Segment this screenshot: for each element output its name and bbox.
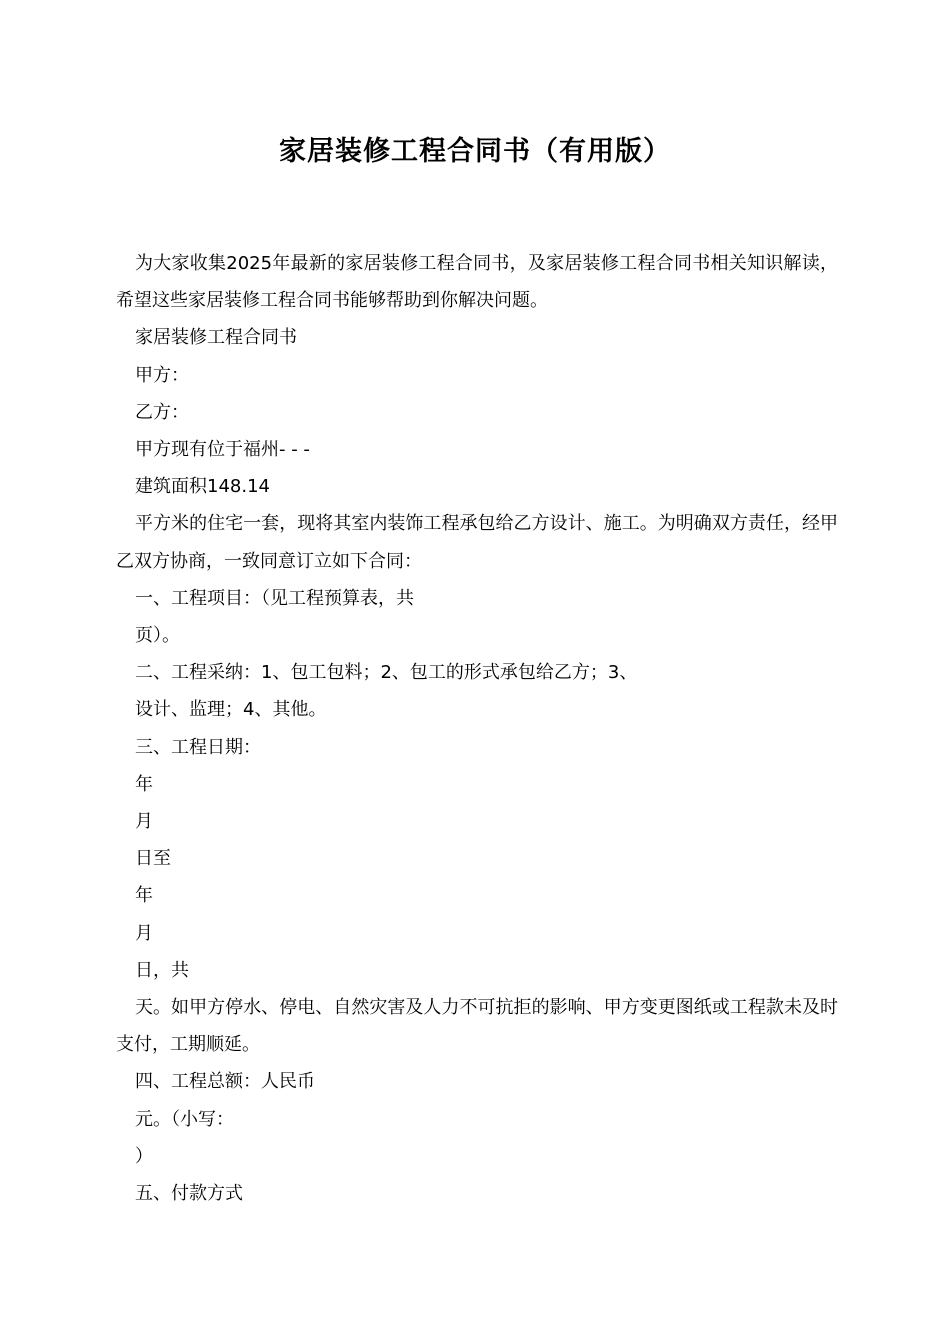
building-area-line: 建筑面积148.14 [135, 476, 270, 498]
clause-4-line: 四、工程总额：人民币 [135, 1071, 315, 1093]
clause-1-line: 一、工程项目：（见工程预算表，共 [135, 587, 414, 609]
clause-4-close: ） [135, 1145, 153, 1167]
property-location-line: 甲方现有位于福州- - - [135, 439, 310, 461]
clause-4-amount: 元。（小写： [135, 1108, 234, 1130]
duration-paragraph: 天。如甲方停水、停电、自然灾害及人力不可抗拒的影响、甲方变更图纸或工程款未及时支付，工期顺延。 [116, 997, 838, 1056]
agreement-paragraph: 平方米的住宅一套，现将其室内装饰工程承包给乙方设计、施工。为明确双方责任，经甲乙双方协商，一致同意订立如下合同： [116, 513, 838, 572]
date-year-end: 年 [135, 885, 153, 907]
clause-3-line: 三、工程日期： [135, 736, 261, 758]
date-month-start: 月 [135, 811, 153, 833]
date-day-start: 日至 [135, 848, 171, 870]
clause-2-line: 二、工程采纳：1、包工包料；2、包工的形式承包给乙方；3、 [135, 662, 638, 684]
party-b-line: 乙方： [135, 401, 189, 423]
document-title: 家居装修工程合同书（有用版） [279, 136, 671, 167]
date-month-end: 月 [135, 922, 153, 944]
document-body [116, 245, 838, 1212]
contract-heading: 家居装修工程合同书 [135, 327, 297, 349]
date-year-start: 年 [135, 773, 153, 795]
party-a-line: 甲方： [135, 364, 189, 386]
clause-2-cont: 设计、监理；4、其他。 [135, 699, 327, 721]
date-day-end: 日，共 [135, 959, 189, 981]
clause-5-line: 五、付款方式 [135, 1183, 243, 1205]
clause-1-cont: 页）。 [135, 625, 180, 647]
intro-paragraph: 为大家收集2025年最新的家居装修工程合同书，及家居装修工程合同书相关知识解读，希望这些家居装修工程合同书能够帮助到你解决问题。 [116, 253, 838, 312]
